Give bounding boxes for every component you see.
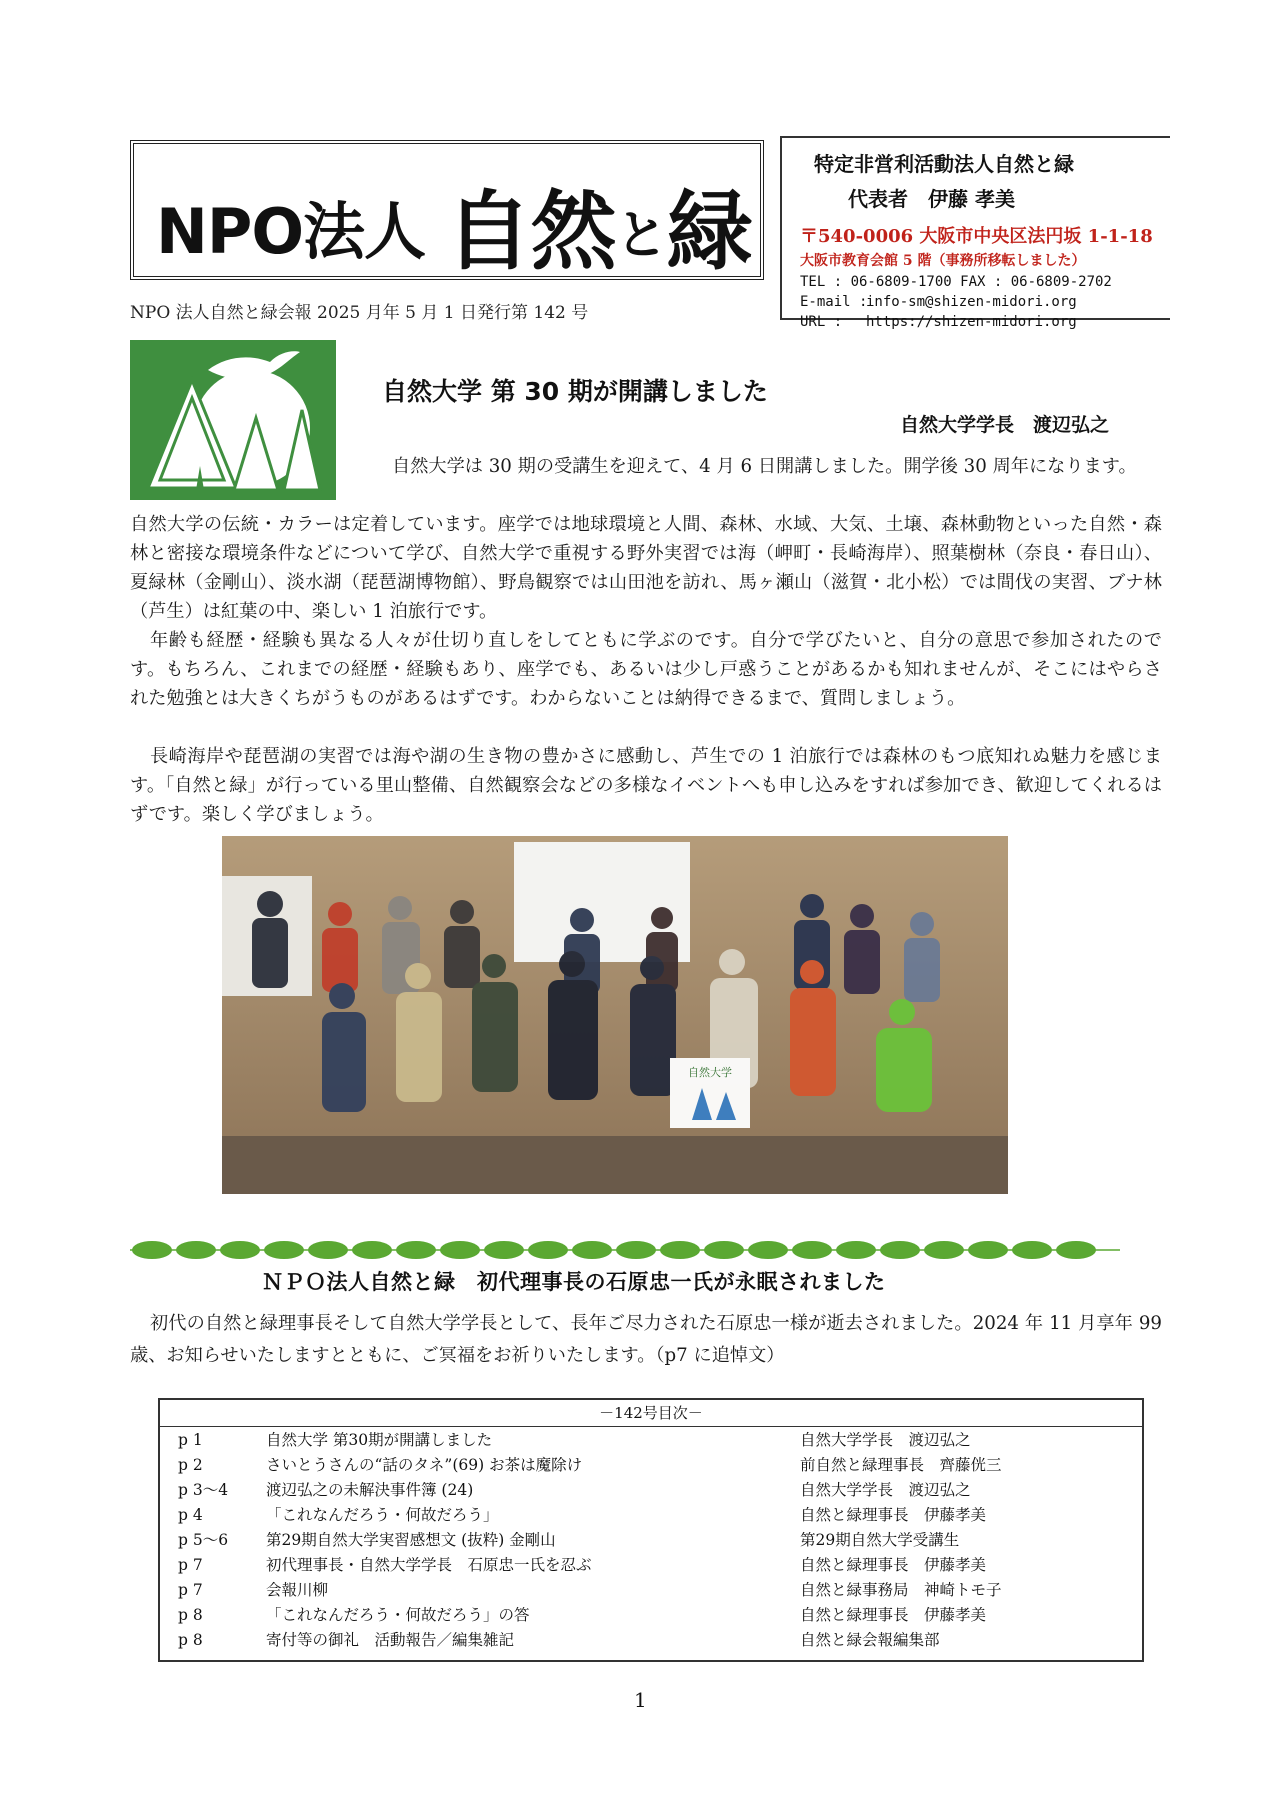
toc-page: p 8 bbox=[178, 1631, 203, 1649]
toc-page: p 3～4 bbox=[178, 1481, 229, 1499]
toc-title: 自然大学 第30期が開講しました bbox=[266, 1431, 493, 1449]
org-url-row bbox=[800, 314, 1170, 330]
toc-page: p 8 bbox=[178, 1606, 203, 1624]
toc-author: 自然と緑理事長 伊藤孝美 bbox=[800, 1556, 987, 1574]
article-paragraph-1b: 自然大学の伝統・カラーは定着しています。座学では地球環境と人間、森林、水域、大気、土壌、森林動物といった自然・森林と密接な環境条件などについて学び、自然大学で重視する野外実習では海（岬町・長崎海岸）、照葉樹林（奈良・春日山）、夏緑林（金剛山）、淡水湖（琵琶湖博物館）、野鳥観察では山田池を訪れ、馬ヶ瀬山（滋賀・北小松）では間伐の実習、ブナ林（芦生）は紅葉の中、楽しい 1 泊旅行です。 bbox=[130, 514, 1162, 622]
toc-page: p 7 bbox=[178, 1581, 203, 1599]
toc-row[interactable] bbox=[160, 1453, 1142, 1478]
memorial-title: ＮＰＯ法人自然と緑 初代理事長の石原忠一氏が永眠されました bbox=[262, 1270, 886, 1294]
toc-author: 自然と緑理事長 伊藤孝美 bbox=[800, 1506, 987, 1524]
masthead-end: 緑 bbox=[666, 182, 752, 282]
toc-row[interactable] bbox=[160, 1428, 1142, 1453]
toc-author: 第29期自然大学受講生 bbox=[800, 1531, 960, 1549]
masthead-title bbox=[156, 162, 752, 286]
issue-line: NPO 法人自然と緑会報 2025 月年 5 月 1 日発行第 142 号 bbox=[130, 303, 589, 323]
toc-author: 自然と緑会報編集部 bbox=[800, 1631, 940, 1649]
org-email-row bbox=[800, 294, 1170, 310]
toc-row[interactable] bbox=[160, 1528, 1142, 1553]
memorial-body: 初代の自然と緑理事長そして自然大学学長として、長年ご尽力された石原忠一様が逝去されました。2024 年 11 月享年 99 歳、お知らせいたしますとともに、ご冥福をお祈りいたします。（p7 に追悼文） bbox=[130, 1313, 1162, 1366]
toc-row[interactable] bbox=[160, 1503, 1142, 1528]
org-address-line1: 〒540-0006 大阪市中央区法円坂 1-1-18 bbox=[800, 226, 1153, 247]
toc-author: 自然大学学長 渡辺弘之 bbox=[800, 1481, 971, 1499]
page-number: 1 bbox=[634, 1688, 647, 1712]
toc-page: p 5～6 bbox=[178, 1531, 229, 1549]
toc-title: 寄付等の御礼 活動報告／編集雑記 bbox=[266, 1631, 515, 1649]
masthead-prefix: NPO法人 bbox=[156, 195, 426, 268]
article-author: 自然大学学長 渡辺弘之 bbox=[900, 414, 1110, 436]
toc-row[interactable] bbox=[160, 1478, 1142, 1503]
toc-author: 自然と緑事務局 神崎トモ子 bbox=[800, 1581, 1002, 1599]
toc-author: 自然大学学長 渡辺弘之 bbox=[800, 1431, 971, 1449]
group-photo bbox=[222, 836, 1008, 1194]
toc-title: 会報川柳 bbox=[266, 1581, 329, 1599]
url-label: URL : bbox=[800, 314, 843, 330]
leaf-divider bbox=[130, 1236, 1120, 1264]
masthead-main: 自然 bbox=[445, 182, 616, 282]
toc-page: p 1 bbox=[178, 1431, 203, 1449]
table-of-contents bbox=[158, 1398, 1144, 1662]
org-name: 特定非営利活動法人自然と緑 bbox=[814, 152, 1074, 176]
article-title: 自然大学 第 30 期が開講しました bbox=[382, 377, 768, 406]
toc-title: さいとうさんの“話のタネ”(69) お茶は魔除け bbox=[266, 1456, 583, 1474]
organization-logo bbox=[130, 340, 336, 500]
masthead-box bbox=[130, 140, 764, 280]
organization-info bbox=[780, 136, 1170, 330]
toc-author: 自然と緑理事長 伊藤孝美 bbox=[800, 1606, 987, 1624]
toc-title: 渡辺弘之の未解決事件簿 (24) bbox=[266, 1481, 474, 1499]
org-tel-fax: TEL : 06-6809-1700 FAX : 06-6809-2702 bbox=[800, 274, 1112, 290]
org-address-line2: 大阪市教育会館 5 階（事務所移転しました） bbox=[800, 253, 1086, 269]
org-representative: 代表者 伊藤 孝美 bbox=[848, 187, 1015, 211]
toc-page: p 4 bbox=[178, 1506, 203, 1524]
leaf-divider-icon bbox=[130, 1236, 1120, 1264]
toc-heading: －142号目次－ bbox=[160, 1400, 1142, 1427]
toc-row[interactable] bbox=[160, 1578, 1142, 1603]
toc-row[interactable] bbox=[160, 1603, 1142, 1628]
toc-page: p 2 bbox=[178, 1456, 203, 1474]
toc-author: 前自然と緑理事長 齊藤侊三 bbox=[800, 1456, 1002, 1474]
toc-row[interactable] bbox=[160, 1553, 1142, 1578]
toc-title: 「これなんだろう・何故だろう」の答 bbox=[266, 1606, 530, 1624]
group-photo-illustration bbox=[222, 836, 1008, 1194]
banner-text: 自然大学 bbox=[688, 1066, 732, 1079]
org-url[interactable]: https://shizen-midori.org bbox=[866, 314, 1077, 330]
toc-title: 第29期自然大学実習感想文 (抜粋) 金剛山 bbox=[266, 1531, 556, 1549]
article-paragraph-2: 年齢も経歴・経験も異なる人々が仕切り直しをしてともに学ぶのです。自分で学びたいと、自分の意思で参加されたのです。もちろん、これまでの経歴・経験もあり、座学でも、あるいは少し戸惑うことがあるかも知れませんが、そこにはやらされた勉強とは大きくちがうものがあるはずです。わからないことは納得できるまで、質問しましょう。 bbox=[130, 630, 1162, 709]
article-paragraph-3: 長崎海岸や琵琶湖の実習では海や湖の生き物の豊かさに感動し、芦生での 1 泊旅行では森林のもつ底知れぬ魅力を感じます。「自然と緑」が行っている里山整備、自然観察会などの多様なイベントへも申し込みをすれば参加でき、歓迎してくれるはずです。楽しく学びましょう。 bbox=[130, 746, 1162, 825]
masthead-and: と bbox=[615, 206, 667, 266]
email-label: E-mail : bbox=[800, 294, 868, 310]
org-email[interactable]: info-sm@shizen-midori.org bbox=[866, 294, 1077, 310]
toc-title: 「これなんだろう・何故だろう」 bbox=[266, 1506, 499, 1524]
toc-page: p 7 bbox=[178, 1556, 203, 1574]
tree-logo-icon bbox=[130, 340, 336, 500]
toc-row[interactable] bbox=[160, 1628, 1142, 1653]
article-paragraph-1a: 自然大学は 30 期の受講生を迎えて、4 月 6 日開講しました。開学後 30 周年になります。 bbox=[392, 456, 1137, 477]
toc-title: 初代理事長・自然大学学長 石原忠一氏を忍ぶ bbox=[266, 1556, 592, 1574]
